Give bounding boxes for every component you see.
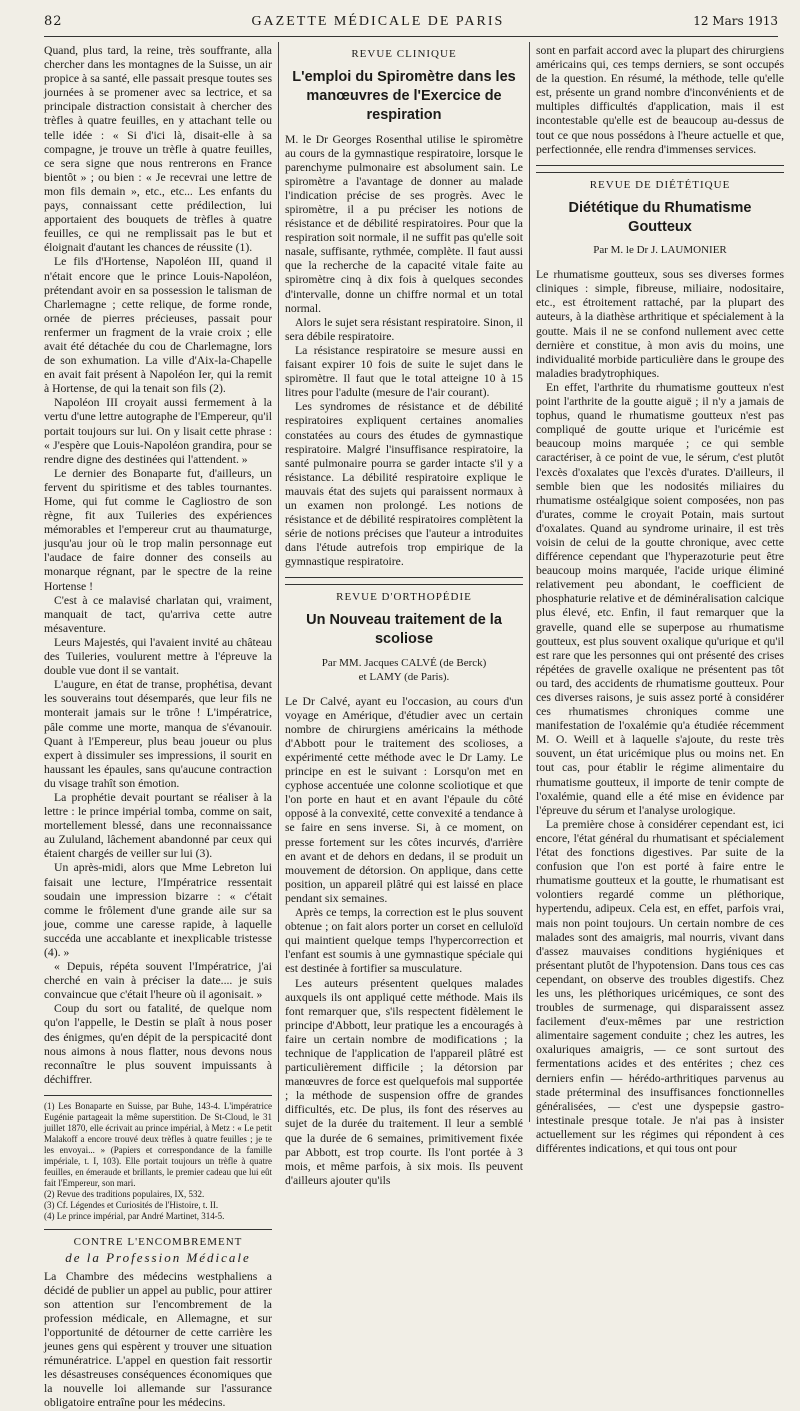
encombrement-heading-line-1: CONTRE L'ENCOMBREMENT — [73, 1235, 243, 1248]
article-title-rhumatisme: Diététique du Rhumatisme Goutteux — [568, 199, 752, 235]
paragraph: Coup du sort ou fatalité, de quelque nom qu'on l'appelle, le Destin se plaît à nous poser des énigmes, qu'en dépit de la perspicacité dont nous aimons à nous flatter, nous devons nous reconnaître le plus souvent impuissants à déchiffrer. — [44, 1002, 272, 1086]
spirometre-article-body — [285, 133, 523, 570]
section-heading-orthopedie: REVUE D'ORTHOPÉDIE — [285, 584, 523, 603]
paragraph: Après ce temps, la correction est le plus souvent obtenue ; on fait alors porter un corset en celluloïd qui maintient quelque temps l'hypercorrection et l'enfant est soumis à une gymnastique spéciale qui est destinée à fortifier sa musculature. — [285, 906, 523, 976]
column-rule-left — [278, 42, 279, 1122]
paragraph: « Depuis, répéta souvent l'Impératrice, j'ai cherché en vain à préciser la date.... je suis convaincue que c'était l'heure où il agonisait. » — [44, 960, 272, 1002]
byline-line: et LAMY (de Paris). — [358, 670, 450, 683]
running-header — [44, 14, 778, 37]
section-heading-clinique: REVUE CLINIQUE — [351, 48, 457, 60]
column-left — [44, 44, 272, 1410]
section-divider — [536, 165, 784, 166]
scoliose-article-body — [285, 695, 523, 1188]
footnote: (3) Cf. Légendes et Curiosités de l'Histoire, t. II. — [44, 1199, 219, 1210]
paragraph: M. le Dr Georges Rosenthal utilise le spiromètre au cours de la gymnastique respiratoire, lorsque le parenchyme pulmonaire est absolument sain. Le spiromètre a l'avantage de donner au malade l'indication précise de ses progrès. Avec le spiromètre, il a pu préciser les notions de résistance et de débilité respiratoires. Pour que la respiration soit normale, il ne suffit pas qu'elle soit nasale, suffisante, rythmée, complète. Il faut aussi que la recherche de la capacité vitale faite au spiromètre cinq à dix fois à quelques secondes d'intervalle, donne un chiffre normal et un total normal. — [285, 132, 523, 315]
footnote: (4) Le prince impérial, par André Martinet, 314-5. — [44, 1210, 225, 1221]
paragraph: Le Dr Calvé, ayant eu l'occasion, au cours d'un voyage en Amérique, d'étudier avec un certain nombre de chirurgiens américains la méthode d'Abbott pour le traitement des scolioses, a expérimenté cette méthode avec le Dr Lamy. Le principe en est le suivant : Lorsqu'on met en cyphose accentuée une colonne scoliotique et que l'on porte en haut et en avant l'épaule du côté opposé à la convexité, cette convexité a tendance à se faire en sens inverse. Si, à ce moment, on presse fortement sur les côtes incurvés, d'arrière en avant et de dehors en dedans, il se produit un mouvement de détorsion. On applique, dans cette position, un appareil plâtré qui est laissé en place pendant six semaines. — [285, 694, 523, 905]
paragraph: L'augure, en état de transe, prophétisa, devant les souverains tout désemparés, que leur fils ne monterait jamais sur le trône ! L'impératrice, pâle comme une morte, manqua de s'évanouir. Quant à l'Empereur, plus beau joueur ou plus expert à dissimuler ses impressions, il sourit en haussant les épaules, sans qu'aucune contraction du visage trahît son émotion. — [44, 678, 272, 790]
paragraph: La prophétie devait pourtant se réaliser à la lettre : le prince impérial tomba, comme on sait, mortellement blessé, dans une reconnaissance au Zululand, lâchement abandonné par ceux qui étaient chargés de veiller sur lui (3). — [44, 790, 272, 861]
paragraph: Alors le sujet sera résistant respiratoire. Sinon, il sera débile respiratoire. — [285, 315, 523, 343]
paragraph: Un après-midi, alors que Mme Lebreton lui faisait une lecture, l'Impératrice ressentait soudain une impression bizarre : « c'était comme le frôlement d'une grande aile sur sa joue, comme une caresse rapide, à laquelle succéda une accablante et inexplicable tristesse (4). » — [44, 861, 272, 959]
encombrement-heading — [44, 1229, 272, 1266]
paragraph: Les syndromes de résistance et de débilité respiratoires expliquent certaines anomalies constatées au cours des études de gymnastique respiratoire. Malgré l'insuffisance respiratoire, la santé pulmonaire pourra se garder intacte s'il y a résistance. La débilité respiratoire explique le mauvais état des sujets qui paraissent normaux à un examen non prolongé. Les notions de résistance et de débilité respiratoires complètent la série de notions précises que l'auteur a introduites dans l'étude autrefois trop empirique de la gymnastique respiratoire. — [285, 400, 523, 569]
section-heading-dietetique: REVUE DE DIÉTÉTIQUE — [536, 172, 784, 191]
footnote: (2) Revue des traditions populaires, IX, 532. — [44, 1188, 205, 1199]
paragraph: Le rhumatisme goutteux, sous ses diverses formes cliniques : simple, fibreuse, miliaire, nodositaire, etc., est étroitement rattaché, par la plupart des auteurs, à la diathèse arthritique et spécialement à la goutte. Mais il ne se confond nullement avec cette dernière et constitue, à mon avis du moins, une individualité morbide particulière dans le groupe des maladies bradytrophiques. — [536, 268, 784, 380]
rhumatisme-article-body — [536, 268, 784, 1156]
footnotes — [44, 1095, 272, 1222]
paragraph: Le fils d'Hortense, Napoléon III, quand il n'était encore que le prince Louis-Napoléon, prétendant avoir en sa possession le talisman de Charlemagne ; cette relique, de forme ronde, ornée de pierres précieuses, passait pour renfermer un fragment de la vraie croix ; elle avait été détachée du cou de Charlemagne, lors de son exhumation. La ville d'Aix-la-Chapelle en avait fait présent à Napoléon Ier, qui la remit à Hortense, de qui la tenait son fils (2). — [44, 255, 272, 396]
issue-date: 12 Mars 1913 — [693, 14, 778, 28]
paragraph: C'est à ce malavisé charlatan qui, vraiment, manquait de tact, qu'arriva cette autre mésaventure. — [44, 593, 272, 635]
scoliose-continuation: sont en parfait accord avec la plupart des chirurgiens américains qui, ces temps derniers, se sont occupés de la question. En résumé, la méthode, telle qu'elle est, présente un grand nombre d'inconvénients et de multiples difficultés d'application, mais il est incontestable qu'elle est de beaucoup au-dessus de tout ce que nous possédons à l'heure actuelle et que, perfectionnée, elle rendra d'immenses services. — [536, 44, 784, 156]
paragraph: En effet, l'arthrite du rhumatisme goutteux n'est point l'arthrite de la goutte aiguë ; il n'y a jamais de tophus, quand le rhumatisme goutteux n'est pas compliqué de goutte urique et l'uricémie est beaucoup moins marquée ; ce qui semble caractériser, à ce point de vue, le sérum, c'est plutôt l'excès d'oxalates que l'excès d'urates. D'ailleurs, il semble bien que les nodosités miliaires du rhumatisme ostéalgique soient composées, non pas d'urates, comme le croyait Potain, mais surtout d'oxalates. Quand au syndrome urinaire, il est très voisin de celui de la goutte chronique, avec cette différence cependant que l'hyperazoturie peut être beaucoup moins marquée, l'acide urique éliminé relativement peu abondant, le coefficient de phosphaturie relative et de déminéralisation calcique plus élevé, etc. Enfin, il faut remarquer que la gravelle, quand elle se superpose au rhumatisme goutteux, est plus souvent oxalique qu'urique et qu'il est rare que les personnes qui ont présenté des crises répétées de gravelle oxalique ne présentent pas tôt ou tard, des accidents de rhumatisme goutteux. Pour ces diverses raisons, je suis assez porté à considérer ces rhumatismes chroniques comme une manifestation de l'oxalémie qu'a étudiée récemment M. O. Weill et à laquelle s'ajoute, du reste très souvent, un état uricémique plus ou moins net. En tout cas, pour établir le régime alimentaire du rhumatisme goutteux, il importe de tenir compte de l'oxalémie, quand elle a été mise en évidence par l'épreuve du sérum et l'analyse urologique. — [536, 380, 784, 817]
paragraph: Napoléon III croyait aussi fermement à la vertu d'une lettre autographe de l'Empereur, qu'il portait toujours sur lui. On y lisait cette phrase : « J'espère que Louis-Napoléon grandira, pour se rendre digne des destinées qui l'attendent. » — [44, 396, 272, 466]
paragraph: Quand, plus tard, la reine, très souffrante, alla chercher dans les montagnes de la Suisse, un air propice à sa santé, elle passait presque toutes ses journées à se promener avec sa lectrice, et sa principale distraction consistait à chercher des trèfles à quatre feuilles, en y attachant telle ou telle idée : « Si d'ici là, disait-elle à sa compagne, je trouve un trèfle à quatre feuilles, ce sera signe que nous rentrerons en France bientôt » ; ou bien : « Je recevrai une lettre de mon fils demain », etc., etc... Les enfants du pays, connaissant cette prédilection, lui apportaient des bouquets de trèfles à quatre feuilles, ce qui ne remplissait pas le but et éloignait d'autant les chances de réussite (1). — [44, 44, 272, 255]
article-byline-scoliose — [285, 657, 523, 685]
footnote: (1) Les Bonaparte en Suisse, par Buhe, 143-4. L'impératrice Eugénie partageait la même superstition. De St-Cloud, le 31 juillet 1870, elle écrivait au prince impérial, à Metz : « Le petit Malakoff a encore trouvé deux trèfles à quatre feuilles ; je te les envoyai... » (Papiers et correspondance de la famille impériale, t. I, 103). Elle portait toujours un trèfle à quatre feuilles, en émeraude et brillants, le premier cadeau que lui eût fait l'Empereur, son mari. — [44, 1100, 272, 1188]
article-title-spirometre: L'emploi du Spiromètre dans les manœuvres de l'Exercice de respiration — [292, 69, 516, 123]
article-title-scoliose: Un Nouveau traitement de la scoliose — [306, 612, 502, 648]
journal-title: GAZETTE MÉDICALE DE PARIS — [251, 14, 505, 29]
byline-line: Par MM. Jacques CALVÉ (de Berck) — [321, 657, 487, 670]
paragraph: Les auteurs présentent quelques malades auxquels ils ont appliqué cette méthode. Mais ils font remarquer que, s'ils respectent fidèlement le principe d'Abbott, leur pratique les a encouragés à faire un certain nombre de modifications ; la technique de l'application de l'appareil plâtré est particulièrement difficile ; la détorsion par manœuvres de force est quelquefois mal supportée ; la méthode de suspension offre de grandes difficultés, etc. De plus, ils font des réserves au sujet de la durée du traitement. Il leur a semblé que la durée de 6 semaines, primitivement fixée par Abbott, est trop courte. Ils l'ont portée à 3 mois, et même parfois, à six mois. Ils peuvent d'ailleurs ajouter qu'ils — [285, 976, 523, 1187]
paragraph: La résistance respiratoire se mesure aussi en faisant expirer 10 fois de suite le sujet dans le spiromètre. Il faut que le total atteigne 10 à 15 litres pour l'adulte (mesure de l'air courant). — [285, 343, 523, 400]
article-byline-rhumatisme: Par M. le Dr J. LAUMONIER — [593, 244, 727, 257]
column-rule-right — [529, 42, 530, 1122]
history-article-body — [44, 44, 272, 1087]
paragraph: La première chose à considérer cependant est, ici encore, l'état général du rhumatisant et spécialement l'état des fonctions digestives. Par suite de la confusion que l'on est porté à faire entre le rhumatisme goutteux et la goutte, le rhumatisant est volontiers regardé comme un pléthorique, hypertendu, adipeux. Cela est, en effet, parfois vrai, mais non point toujours. Un certain nombre de ces malades sont des amaigris, mal nourris, vivant dans d'assez mauvaises conditions hygiéniques et présentant plutôt de l'hypotension. Dans tous ces cas cependant, on observe des troubles digestifs. Chez les uns, les pléthoriques uricémiques, ce sont des troubles de surmenage, qui disparaissent assez facilement d'eux-mêmes par une restriction alimentaire sagement conduite ; chez les autres, les oxaluriques amaigris, — ce sont surtout des fermentations acides et des entérites ; chez ces derniers enfin — hérédo-arthritiques parvenus au stade préterminal des insuffisances fonctionnelles généralisées, — c'est une dyspepsie gastro-intestinale presque totale. Je n'ai pas à insister actuellement sur les régimes qui répondent à ces différentes indications, et qui tous ont pour — [536, 817, 784, 1155]
paragraph: Leurs Majestés, qui l'avaient invité au château des Tuileries, voulurent mettre à l'épreuve la double vue dont il se vantait. — [44, 635, 272, 678]
column-right — [536, 44, 784, 1155]
column-middle — [285, 44, 523, 1187]
paragraph: Le dernier des Bonaparte fut, d'ailleurs, un fervent du spiritisme et des tables tournantes. Home, qui fut comme le Cagliostro de son règne, fit aux Tuileries des expériences mémorables et l'empereur crut au thaumaturge, jusqu'au jour où le trop malin personnage eut l'audace de faire donner des conseils au monarque régnant, par le spectre de la reine Hortense ! — [44, 466, 272, 593]
encombrement-heading-line-2: de la Profession Médicale — [65, 1249, 251, 1265]
page-number: 82 — [44, 14, 63, 29]
section-divider — [285, 577, 523, 578]
encombrement-paragraph: La Chambre des médecins westphaliens a décidé de publier un appel au public, pour attirer son attention sur l'encombrement de la profession médicale, en Allemagne, et sur l'opportunité de détourner de cette carrière les jeunes gens qui espèrent y trouver une situation rémunératrice. L'appel en question fait ressortir les désastreuses conséquences économiques que la nouvelle loi allemande sur l'assurance obligatoire entraîne pour les médecins. — [44, 1269, 272, 1410]
